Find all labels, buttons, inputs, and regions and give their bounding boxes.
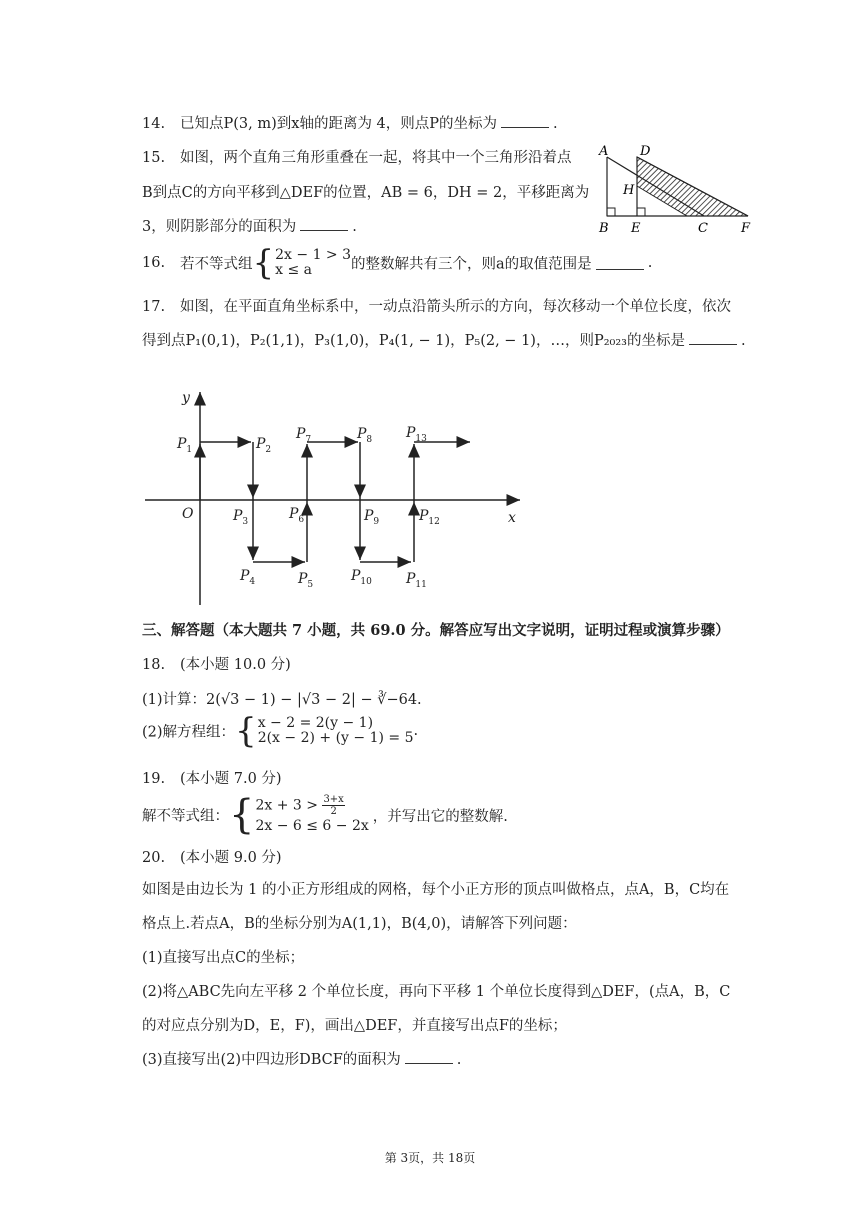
point-label-p4: $P_4$ <box>240 568 256 587</box>
question-20-line-2: 格点上.若点A，B的坐标分别为A(1,1)，B(4,0)，请解答下列问题： <box>142 916 577 932</box>
question-18-part-1: (1)计算：2(√3 − 1) − |√3 − 2| − ∛−64. <box>142 692 422 708</box>
question-number: 16. <box>142 255 166 271</box>
label-D: D <box>640 144 651 159</box>
question-text: 如图，两个直角三角形重叠在一起，将其中一个三角形沿着点 <box>180 150 572 166</box>
question-points: (本小题 10.0 分) <box>180 657 291 673</box>
question-18-header <box>142 653 291 674</box>
point-label-p11: $P_{11}$ <box>406 571 427 590</box>
question-20-line-6: (3)直接写出(2)中四边形DBCF的面积为 . <box>142 1052 462 1068</box>
label-B: B <box>599 221 609 235</box>
question-19-header <box>142 767 282 788</box>
question-20-header <box>142 846 282 867</box>
answer-blank[interactable] <box>405 1051 453 1064</box>
label-C: C <box>698 221 708 235</box>
point-label-p6: $P_6$ <box>289 506 305 525</box>
question-17-line-2: 得到点P₁(0,1)，P₂(1,1)，P₃(1,0)，P₄(1, − 1)，P₅(2, − 1)，…，则P₂₀₂₃的坐标是 . <box>142 333 746 349</box>
question-number: 14. <box>142 116 166 132</box>
origin-label: O <box>182 506 194 522</box>
point-label-p1: $P_1$ <box>177 436 193 455</box>
triangle-translation-figure <box>590 140 760 235</box>
point-label-p13: $P_{13}$ <box>406 425 427 444</box>
label-E: E <box>631 221 641 235</box>
point-label-p12: $P_{12}$ <box>419 508 440 527</box>
question-number: 15. <box>142 150 166 166</box>
question-15-line-2 <box>142 181 589 202</box>
question-19-body: 解不等式组：{2x + 3 > $\frac{3+x}{2}$ 2x − 6 ≤ 6 − 2x，并写出它的整数解. <box>142 792 508 838</box>
question-number: 20. <box>142 850 166 866</box>
question-number: 18. <box>142 657 166 673</box>
inequality-system: 2x + 3 > $\frac{3+x}{2}$ 2x − 6 ≤ 6 − 2x <box>255 794 369 834</box>
section-heading: 三、解答题（本大题共 7 小题，共 69.0 分。解答应写出文字说明，证明过程或演算步骤） <box>142 622 730 639</box>
question-number: 19. <box>142 771 166 787</box>
question-15-line-3: 3，则阴影部分的面积为 . <box>142 219 357 235</box>
fraction: $\frac{3+x}{2}$ <box>323 794 344 817</box>
label-F: F <box>741 221 751 235</box>
brace: { <box>235 711 257 751</box>
question-14: 14. 已知点P(3, m)到x轴的距离为 4，则点P的坐标为 . <box>142 116 558 132</box>
question-16: 16. 若不等式组{2x − 1 > 3 x ≤ a 的整数解共有三个，则a的取值范围是 . <box>142 243 653 283</box>
question-text: 已知点P(3, m)到x轴的距离为 4，则点P的坐标为 <box>180 116 498 132</box>
question-points: (本小题 7.0 分) <box>180 771 282 787</box>
answer-blank[interactable] <box>501 115 549 128</box>
inequality-system: 2x − 1 > 3 x ≤ a <box>275 247 352 278</box>
question-20-line-4: (2)将△ABC先向左平移 2 个单位长度，再向下平移 1 个单位长度得到△DEF，(点A，B，C <box>142 984 731 1000</box>
brace: { <box>252 243 275 283</box>
question-text: 得到点P₁(0,1)，P₂(1,1)，P₃(1,0)，P₄(1, − 1)，P₅(2, − 1)，…，则P₂₀₂₃的坐标是 <box>142 333 685 349</box>
point-label-p7: $P_7$ <box>296 426 312 445</box>
point-label-p9: $P_9$ <box>364 508 380 527</box>
answer-blank[interactable] <box>689 332 737 345</box>
point-label-p8: $P_8$ <box>357 426 373 445</box>
point-label-p5: $P_5$ <box>298 571 314 590</box>
coordinate-path-figure <box>140 380 540 610</box>
question-18-part-2: (2)解方程组：{x − 2 = 2(y − 1) 2(x − 2) + (y − 1) = 5. <box>142 711 419 751</box>
axis-label-x: x <box>508 510 516 526</box>
equation-system: x − 2 = 2(y − 1) 2(x − 2) + (y − 1) = 5 <box>257 715 414 746</box>
label-A: A <box>599 144 609 159</box>
brace: { <box>229 792 255 838</box>
question-20-line-1: 如图是由边长为 1 的小正方形组成的网格，每个小正方形的顶点叫做格点，点A，B，C均在 <box>142 882 730 898</box>
page-footer: 第 3页，共 18页 <box>384 1151 476 1165</box>
question-20-line-5: 的对应点分别为D，E，F)，画出△DEF，并直接写出点F的坐标； <box>142 1018 567 1034</box>
question-text: B到点C的方向平移到△DEF的位置，AB = 6，DH = 2，平移距离为 <box>142 185 590 201</box>
answer-blank[interactable] <box>596 257 644 270</box>
label-H: H <box>623 183 635 198</box>
question-points: (本小题 9.0 分) <box>180 850 282 866</box>
question-15-line-1 <box>142 146 572 167</box>
point-label-p2: $P_2$ <box>256 436 272 455</box>
question-17-line-1 <box>142 295 731 316</box>
question-20-line-3: (1)直接写出点C的坐标； <box>142 950 305 966</box>
point-label-p10: $P_{10}$ <box>351 568 372 587</box>
answer-blank[interactable] <box>300 218 348 231</box>
question-number: 17. <box>142 299 166 315</box>
question-text: 如图，在平面直角坐标系中，一动点沿箭头所示的方向，每次移动一个单位长度，依次 <box>180 299 731 315</box>
axis-label-y: y <box>182 390 190 406</box>
question-text: 3，则阴影部分的面积为 <box>142 219 297 235</box>
point-label-p3: $P_3$ <box>233 508 249 527</box>
